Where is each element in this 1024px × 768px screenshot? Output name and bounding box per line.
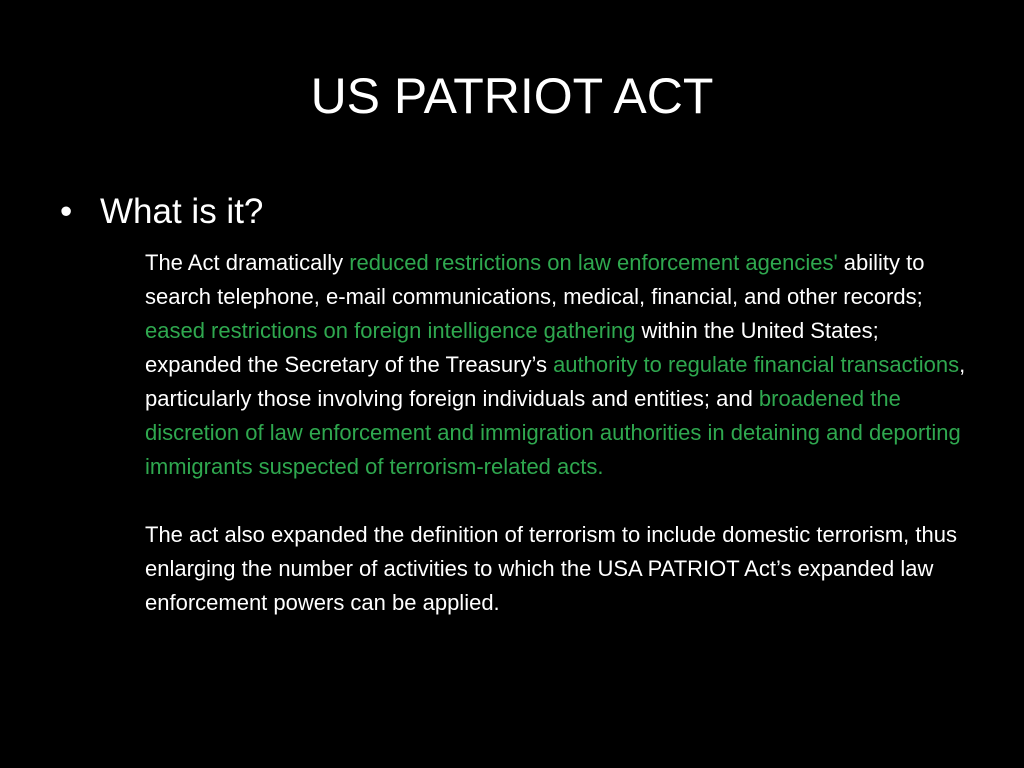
slide-title: US PATRIOT ACT [310, 68, 714, 124]
body-text [145, 246, 975, 620]
highlighted-text: broadened the discretion of law enforcement and immigration authorities in detaining and deporting immigrants suspected of terrorism-related acts. [145, 386, 961, 479]
bullet-marker: • [60, 192, 73, 231]
text-segment: within the United States; expanded the Secretary of the Treasury’s [145, 318, 879, 377]
text-segment: The Act dramatically [145, 250, 350, 275]
text-segment: , particularly those involving foreign individuals and entities; and [145, 352, 966, 411]
text-segment: The act also expanded the definition of terrorism to include domestic terrorism, thus enlarging the number of activities to which the USA PATRIOT Act’s expanded law enforcement powers can be applied. [145, 522, 957, 615]
paragraph-terrorism-definition [145, 518, 975, 620]
bullet-item [60, 188, 263, 236]
highlighted-text: reduced restrictions on law enforcement agencies' [349, 250, 838, 275]
highlighted-text: eased restrictions on foreign intelligence gathering [145, 318, 636, 343]
paragraph-act-summary [145, 246, 975, 484]
highlighted-text: authority to regulate financial transactions [553, 352, 960, 377]
bullet-text: What is it? [100, 192, 264, 231]
text-segment: ability to search telephone, e-mail communications, medical, financial, and other records; [145, 250, 925, 309]
